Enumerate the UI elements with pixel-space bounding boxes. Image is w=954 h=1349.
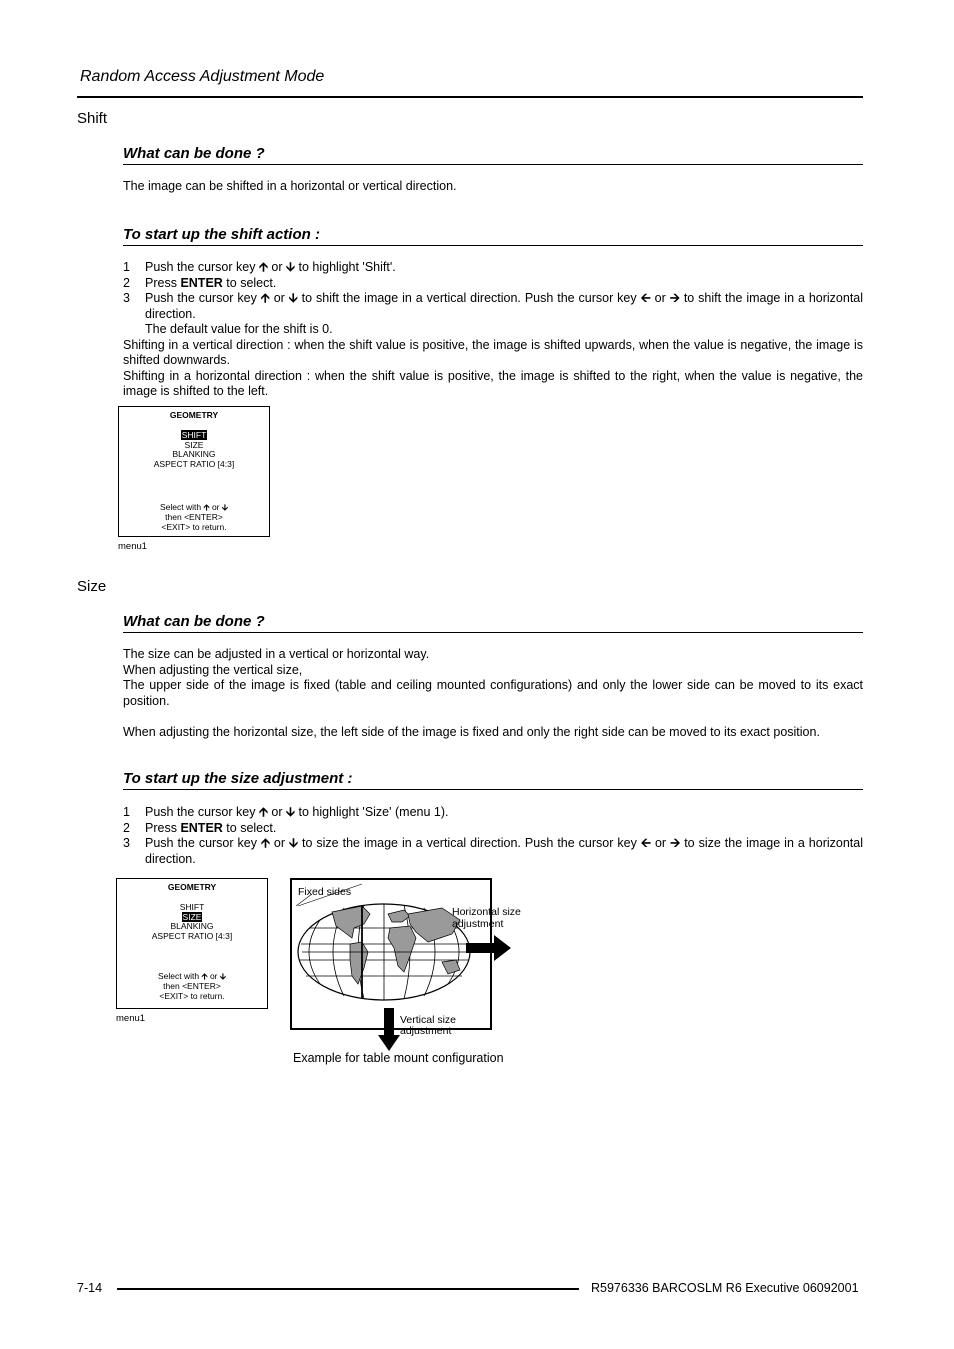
page-number: 7-14 — [77, 1281, 103, 1295]
step-text: to size the image in a vertical direction. Push the cursor key — [302, 836, 637, 850]
step-text: or — [654, 291, 666, 305]
step-number: 1 — [123, 805, 130, 819]
left-arrow-icon: 🡨 — [640, 836, 651, 850]
menu-title: GEOMETRY — [169, 410, 219, 420]
size-what-heading: What can be done ? — [123, 613, 863, 633]
step-text: or — [273, 291, 285, 305]
menu-item-size: SIZE — [184, 439, 204, 450]
menu1-caption: menu1 — [118, 541, 148, 552]
size-what-line-1: The size can be adjusted in a vertical or horizontal way. — [123, 647, 430, 661]
step-text: Push the cursor key — [145, 836, 257, 850]
menu-item-label: SHIFT — [181, 429, 207, 440]
world-map-illustration — [292, 880, 490, 1028]
step-text: to shift the image in a vertical direction. Push the cursor key — [301, 291, 637, 305]
menu-item-blanking: BLANKING — [170, 921, 214, 932]
right-arrow-icon: 🡪 — [669, 291, 680, 305]
size-what-line-4: When adjusting the horizontal size, the left side of the image is fixed and only the right side can be moved to its exact position. — [123, 724, 820, 739]
step-text: to select. — [226, 820, 277, 835]
step-number: 3 — [123, 291, 130, 305]
step-number: 3 — [123, 836, 130, 850]
up-arrow-icon: 🡩 — [201, 970, 208, 981]
step-text: or — [273, 836, 286, 850]
shift-horizontal-text: Shifting in a horizontal direction : when the shift value is positive, the image is shifted to the right, when the value is negative, the image is shifted to the left. — [123, 368, 863, 398]
left-arrow-icon: 🡨 — [640, 291, 651, 305]
enter-key-label: ENTER — [180, 820, 223, 835]
right-arrow-icon: 🡪 — [670, 836, 681, 850]
menu-item-blanking: BLANKING — [172, 449, 216, 460]
size-what-text — [123, 647, 863, 740]
section-title-shift: Shift — [77, 110, 108, 127]
header-rule — [77, 96, 863, 98]
shift-steps — [123, 260, 863, 400]
step-text: to shift the image in a horizontal direction. — [145, 291, 864, 321]
step-text: Push the cursor key — [145, 805, 256, 819]
down-arrow-icon: 🡫 — [286, 805, 296, 819]
menu-item-shift: SHIFT — [179, 901, 205, 912]
size-step-2 — [123, 821, 863, 837]
step-text: Press — [145, 275, 177, 290]
shift-default-text — [123, 322, 863, 338]
horizontal-size-label-line2: adjustment — [452, 918, 504, 930]
step-text: Push the cursor key — [145, 291, 257, 305]
size-step-1 — [123, 805, 863, 821]
menu1-size-panel — [116, 878, 268, 1009]
shift-start-heading: To start up the shift action : — [123, 226, 863, 246]
figure-caption: Example for table mount configuration — [293, 1051, 504, 1065]
footer-rule — [117, 1288, 579, 1290]
vertical-adjustment-arrow-icon — [378, 1008, 400, 1052]
up-arrow-icon: 🡩 — [203, 501, 210, 512]
menu-help-text: or — [211, 501, 220, 512]
step-text: Press — [145, 820, 177, 835]
section-title-size: Size — [77, 578, 107, 595]
up-arrow-icon: 🡩 — [260, 836, 270, 850]
size-what-line-3: The upper side of the image is fixed (table and ceiling mounted configurations) and only the lower side can be moved to its exact position. — [123, 678, 863, 708]
shift-step-2 — [123, 276, 863, 292]
shift-what-heading: What can be done ? — [123, 145, 863, 165]
menu-help-text: or — [209, 970, 218, 981]
size-step-3 — [123, 836, 863, 867]
step-text: The default value for the shift is 0. — [145, 322, 333, 336]
menu-help-2: then <ENTER> — [165, 511, 223, 522]
step-text: Push the cursor key — [145, 260, 256, 274]
size-steps — [123, 805, 863, 867]
menu-item-label: SIZE — [182, 911, 202, 922]
menu-title: GEOMETRY — [167, 882, 217, 892]
menu-help-text: Select with — [157, 970, 200, 981]
running-header: Random Access Adjustment Mode — [80, 68, 325, 85]
shift-step-1 — [123, 260, 863, 276]
down-arrow-icon: 🡫 — [221, 501, 228, 512]
up-arrow-icon: 🡩 — [260, 291, 270, 305]
step-text: or — [271, 805, 283, 819]
step-text: to size the image in a horizontal direction. — [145, 836, 863, 866]
step-number: 2 — [123, 820, 130, 835]
fixed-sides-label: Fixed sides — [298, 886, 352, 898]
enter-key-label: ENTER — [180, 275, 223, 290]
shift-step-3 — [123, 291, 863, 322]
step-text: or — [271, 260, 283, 274]
step-number: 2 — [123, 275, 130, 290]
menu-item-aspect-ratio: ASPECT RATIO [4:3] — [151, 931, 233, 942]
step-text: to highlight 'Shift'. — [298, 260, 396, 274]
up-arrow-icon: 🡩 — [258, 260, 268, 274]
step-text: to select. — [226, 275, 277, 290]
up-arrow-icon: 🡩 — [258, 805, 268, 819]
shift-what-text: The image can be shifted in a horizontal or vertical direction. — [123, 179, 457, 193]
document-id: R5976336 BARCOSLM R6 Executive 06092001 — [591, 1281, 859, 1295]
size-what-line-2: When adjusting the vertical size, — [123, 662, 303, 677]
size-start-heading: To start up the size adjustment : — [123, 770, 863, 790]
menu-help-2: then <ENTER> — [163, 980, 221, 991]
shift-vertical-text: Shifting in a vertical direction : when the shift value is positive, the image is shifted upwards, when the value is negative, the image is shifted downwards. — [123, 337, 863, 367]
horizontal-adjustment-arrow-icon — [466, 935, 512, 961]
menu-help-3: <EXIT> to return. — [161, 521, 227, 532]
step-text: or — [654, 836, 667, 850]
down-arrow-icon: 🡫 — [288, 291, 298, 305]
horizontal-size-label — [452, 906, 521, 930]
menu1-caption: menu1 — [116, 1013, 146, 1024]
down-arrow-icon: 🡫 — [289, 836, 299, 850]
menu-item-aspect-ratio: ASPECT RATIO [4:3] — [153, 459, 235, 470]
vertical-size-label-line1: Vertical size — [400, 1014, 457, 1026]
step-number: 1 — [123, 260, 130, 274]
down-arrow-icon: 🡫 — [286, 260, 296, 274]
menu1-shift-panel — [118, 406, 270, 537]
menu-help-3: <EXIT> to return. — [159, 990, 225, 1001]
menu-help-text: Select with — [159, 501, 202, 512]
horizontal-size-label-line1: Horizontal size — [452, 906, 521, 918]
down-arrow-icon: 🡫 — [219, 970, 226, 981]
vertical-size-label-line2: adjustment — [400, 1025, 452, 1037]
step-text: to highlight 'Size' (menu 1). — [298, 805, 449, 819]
